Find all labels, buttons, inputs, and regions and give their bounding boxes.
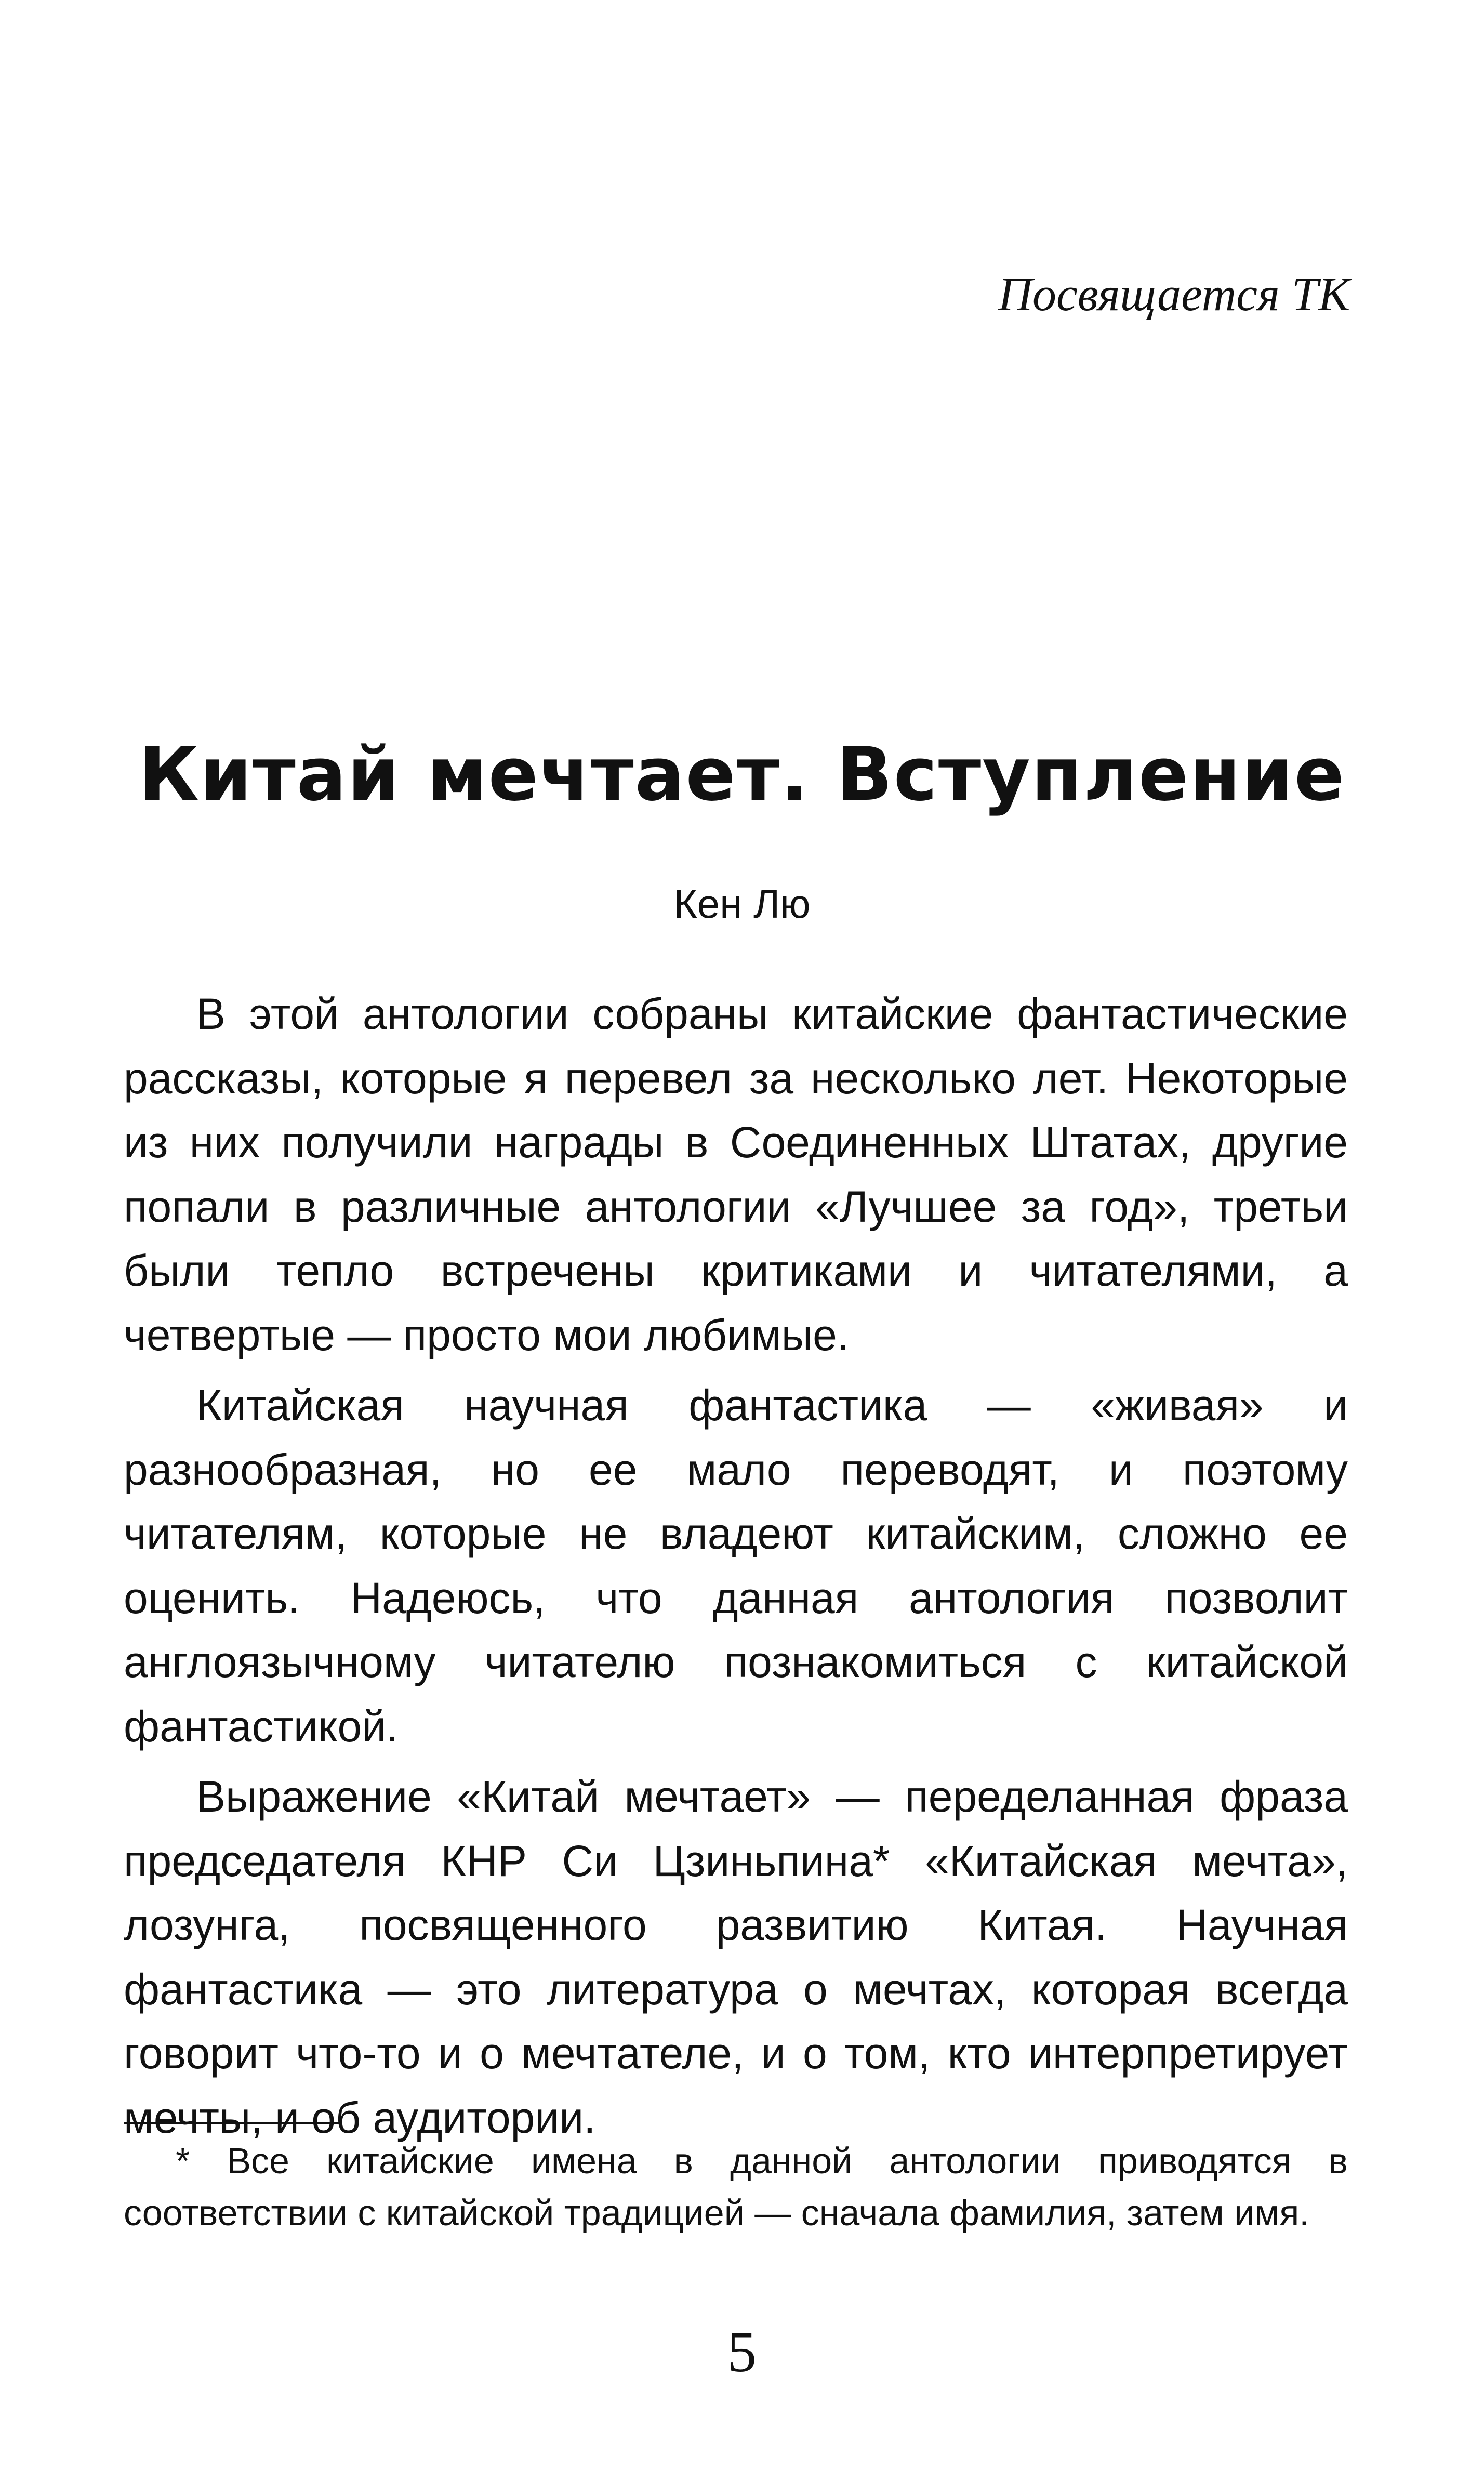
footnote <box>124 2135 1348 2239</box>
paragraph-2: Китайская научная фантастика — «живая» и разнообразная, но ее мало переводят, и поэтому читателям, которые не владеют китайским, сложно ее оценить. Надеюсь, что данная антология позволит англоязычному читателю познакомиться с китайской фантастикой. <box>124 1381 1348 1751</box>
body-text <box>124 982 1348 2150</box>
paragraph-1: В этой антологии собраны китайские фантастические рассказы, которые я перевел за несколько лет. Некоторые из них получили награды в Соединенных Штатах, другие попали в различные антологии «Лучшее за год», третьи были тепло встречены критиками и читателями, а четвертые — просто мои любимые. <box>124 989 1348 1359</box>
footnote-text: * Все китайские имена в данной антологии приводятся в соответствии с китайской традицией — сначала фамилия, затем имя. <box>124 2141 1348 2233</box>
chapter-author: Кен Лю <box>673 881 811 927</box>
paragraph-3: Выражение «Китай мечтает» — переделанная фраза председателя КНР Си Цзиньпина* «Китайская мечта», лозунга, посвященного развитию Китая. Научная фантастика — это литература о мечтах, которая всегда говорит что-то и о мечтателе, и о том, кто интерпретирует мечты, и об аудитории. <box>124 1772 1348 2142</box>
chapter-title: Китай мечтает. Вступление <box>138 732 1346 817</box>
footnote-divider <box>124 2122 341 2124</box>
dedication: Посвящается ТК <box>998 268 1350 321</box>
page-number: 5 <box>727 2320 757 2384</box>
